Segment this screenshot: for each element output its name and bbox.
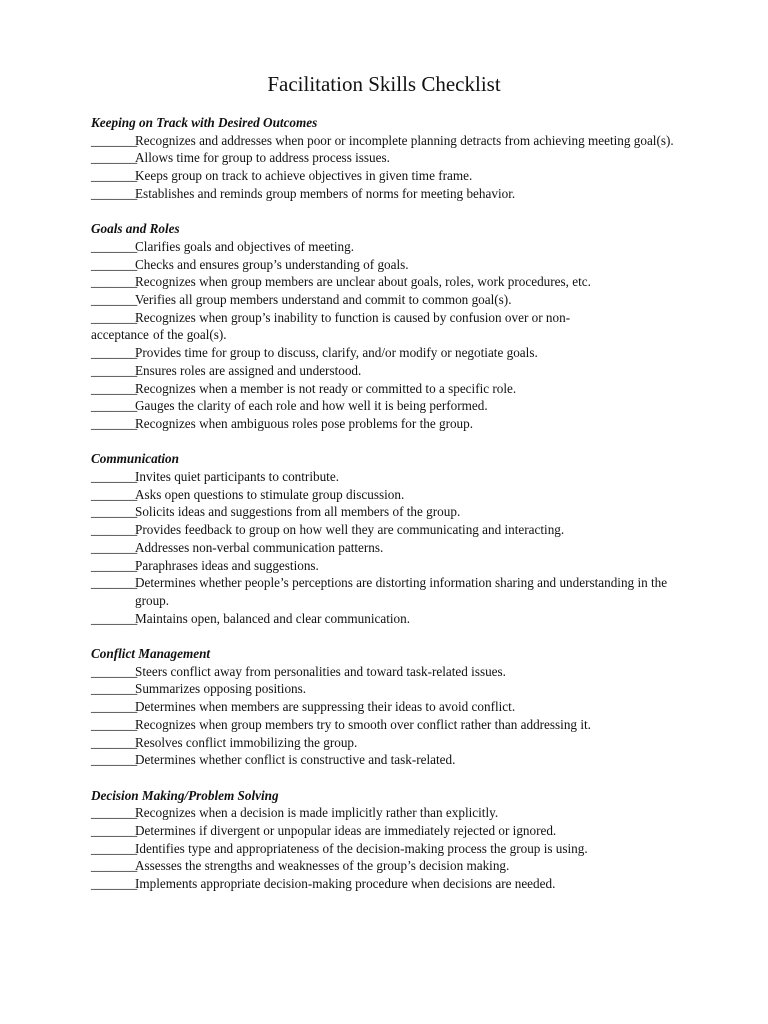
- answer-blank[interactable]: _______: [91, 150, 138, 166]
- continuation-text: of the goal(s).: [153, 327, 227, 343]
- item-text: Ensures roles are assigned and understood.: [135, 362, 362, 378]
- answer-blank[interactable]: _______: [91, 185, 138, 201]
- section-keeping-on-track: [91, 114, 691, 203]
- item-text: Paraphrases ideas and suggestions.: [135, 557, 319, 573]
- checklist-item: [91, 716, 691, 734]
- item-text: Verifies all group members understand and commit to common goal(s).: [135, 292, 512, 308]
- item-text: Addresses non-verbal communication patterns.: [135, 539, 384, 555]
- checklist-item: [91, 503, 691, 521]
- answer-blank[interactable]: _______: [91, 840, 138, 856]
- checklist-item: [91, 309, 691, 327]
- checklist-item: [91, 875, 691, 893]
- answer-blank[interactable]: _______: [91, 256, 138, 272]
- answer-blank[interactable]: _______: [91, 610, 138, 626]
- section-decision-making: [91, 787, 691, 893]
- checklist-item: [91, 397, 691, 415]
- item-text: Recognizes when group members try to smooth over conflict rather than addressing it.: [135, 716, 591, 732]
- item-text: Identifies type and appropriateness of the decision-making process the group is using.: [135, 840, 588, 856]
- checklist-item: [91, 362, 691, 380]
- item-text: Determines whether conflict is constructive and task-related.: [135, 752, 456, 768]
- checklist-body: [91, 114, 691, 911]
- item-text: Summarizes opposing positions.: [135, 681, 307, 697]
- section-goals-and-roles: [91, 220, 691, 432]
- page-title: Facilitation Skills Checklist: [267, 72, 501, 96]
- item-text: Solicits ideas and suggestions from all members of the group.: [135, 504, 461, 520]
- item-text: Steers conflict away from personalities and toward task-related issues.: [135, 663, 506, 679]
- section-heading: Communication: [91, 451, 179, 467]
- item-text: Gauges the clarity of each role and how well it is being performed.: [135, 398, 488, 414]
- checklist-item: [91, 256, 691, 274]
- checklist-item-continuation: [91, 326, 691, 344]
- item-text: Resolves conflict immobilizing the group.: [135, 734, 358, 750]
- checklist-item: [91, 185, 691, 203]
- section-heading: Decision Making/Problem Solving: [91, 787, 279, 803]
- item-text: Determines whether people’s perceptions are distorting information sharing and understanding in the group.: [135, 575, 668, 608]
- answer-blank[interactable]: _______: [91, 274, 138, 290]
- answer-blank[interactable]: _______: [91, 823, 138, 839]
- checklist-item: [91, 822, 691, 840]
- checklist-item: [91, 132, 691, 150]
- checklist-item: [91, 380, 691, 398]
- item-text: Asks open questions to stimulate group discussion.: [135, 486, 405, 502]
- answer-blank[interactable]: _______: [91, 238, 138, 254]
- checklist-item: [91, 610, 691, 628]
- checklist-item: [91, 539, 691, 557]
- item-text: Recognizes when a decision is made implicitly rather than explicitly.: [135, 805, 499, 821]
- checklist-item: [91, 521, 691, 539]
- checklist-item: [91, 238, 691, 256]
- checklist-item: [91, 415, 691, 433]
- answer-blank[interactable]: _______: [91, 752, 138, 768]
- item-text: Recognizes when group members are unclear about goals, roles, work procedures, etc.: [135, 274, 591, 290]
- answer-blank[interactable]: _______: [91, 504, 138, 520]
- answer-blank[interactable]: _______: [91, 805, 138, 821]
- item-text: Determines if divergent or unpopular ideas are immediately rejected or ignored.: [135, 823, 557, 839]
- continuation-lead: acceptance: [91, 327, 149, 343]
- answer-blank[interactable]: _______: [91, 415, 138, 431]
- answer-blank[interactable]: _______: [91, 309, 138, 325]
- answer-blank[interactable]: _______: [91, 681, 138, 697]
- section-conflict-management: [91, 645, 691, 769]
- item-text: Maintains open, balanced and clear communication.: [135, 610, 411, 626]
- checklist-item: [91, 680, 691, 698]
- item-text: Clarifies goals and objectives of meeting.: [135, 238, 354, 254]
- checklist-item: [91, 291, 691, 309]
- item-text: Allows time for group to address process issues.: [135, 150, 390, 166]
- answer-blank[interactable]: _______: [91, 132, 138, 148]
- section-heading: Conflict Management: [91, 646, 211, 662]
- answer-blank[interactable]: _______: [91, 345, 138, 361]
- section-heading: Keeping on Track with Desired Outcomes: [91, 115, 318, 130]
- answer-blank[interactable]: _______: [91, 362, 138, 378]
- answer-blank[interactable]: _______: [91, 858, 138, 874]
- checklist-item: [91, 804, 691, 822]
- item-text: Checks and ensures group’s understanding of goals.: [135, 256, 409, 272]
- answer-blank[interactable]: _______: [91, 575, 138, 591]
- checklist-item: [91, 840, 691, 858]
- answer-blank[interactable]: _______: [91, 292, 138, 308]
- checklist-item: [91, 468, 691, 486]
- item-text: Determines when members are suppressing their ideas to avoid conflict.: [135, 699, 516, 715]
- answer-blank[interactable]: _______: [91, 522, 138, 538]
- section-communication: [91, 450, 691, 627]
- answer-blank[interactable]: _______: [91, 716, 138, 732]
- answer-blank[interactable]: _______: [91, 539, 138, 555]
- item-text: Recognizes when ambiguous roles pose problems for the group.: [135, 415, 474, 431]
- answer-blank[interactable]: _______: [91, 876, 138, 892]
- checklist-item: [91, 574, 691, 609]
- item-text: Assesses the strengths and weaknesses of the group’s decision making.: [135, 858, 510, 874]
- checklist-item: [91, 663, 691, 681]
- item-text: Recognizes when group’s inability to function is caused by confusion over or non-: [135, 309, 571, 325]
- checklist-item: [91, 486, 691, 504]
- item-text: Provides feedback to group on how well they are communicating and interacting.: [135, 522, 565, 538]
- answer-blank[interactable]: _______: [91, 699, 138, 715]
- checklist-item: [91, 698, 691, 716]
- checklist-item: [91, 273, 691, 291]
- item-text: Establishes and reminds group members of norms for meeting behavior.: [135, 185, 516, 201]
- answer-blank[interactable]: _______: [91, 486, 138, 502]
- answer-blank[interactable]: _______: [91, 380, 138, 396]
- checklist-item: [91, 167, 691, 185]
- item-text: Keeps group on track to achieve objectives in given time frame.: [135, 168, 473, 184]
- section-heading: Goals and Roles: [91, 221, 180, 237]
- answer-blank[interactable]: _______: [91, 663, 138, 679]
- item-text: Recognizes and addresses when poor or incomplete planning detracts from achieving meeting goal(s).: [135, 132, 674, 148]
- answer-blank[interactable]: _______: [91, 557, 138, 573]
- checklist-item: [91, 149, 691, 167]
- checklist-item: [91, 857, 691, 875]
- checklist-item: [91, 557, 691, 575]
- item-text: Provides time for group to discuss, clarify, and/or modify or negotiate goals.: [135, 345, 538, 361]
- answer-blank[interactable]: _______: [91, 398, 138, 414]
- answer-blank[interactable]: _______: [91, 469, 138, 485]
- checklist-item: [91, 751, 691, 769]
- answer-blank[interactable]: _______: [91, 734, 138, 750]
- item-text: Implements appropriate decision-making procedure when decisions are needed.: [135, 876, 556, 892]
- item-text: Invites quiet participants to contribute.: [135, 469, 339, 485]
- item-text: Recognizes when a member is not ready or committed to a specific role.: [135, 380, 517, 396]
- checklist-item: [91, 734, 691, 752]
- answer-blank[interactable]: _______: [91, 168, 138, 184]
- checklist-item: [91, 344, 691, 362]
